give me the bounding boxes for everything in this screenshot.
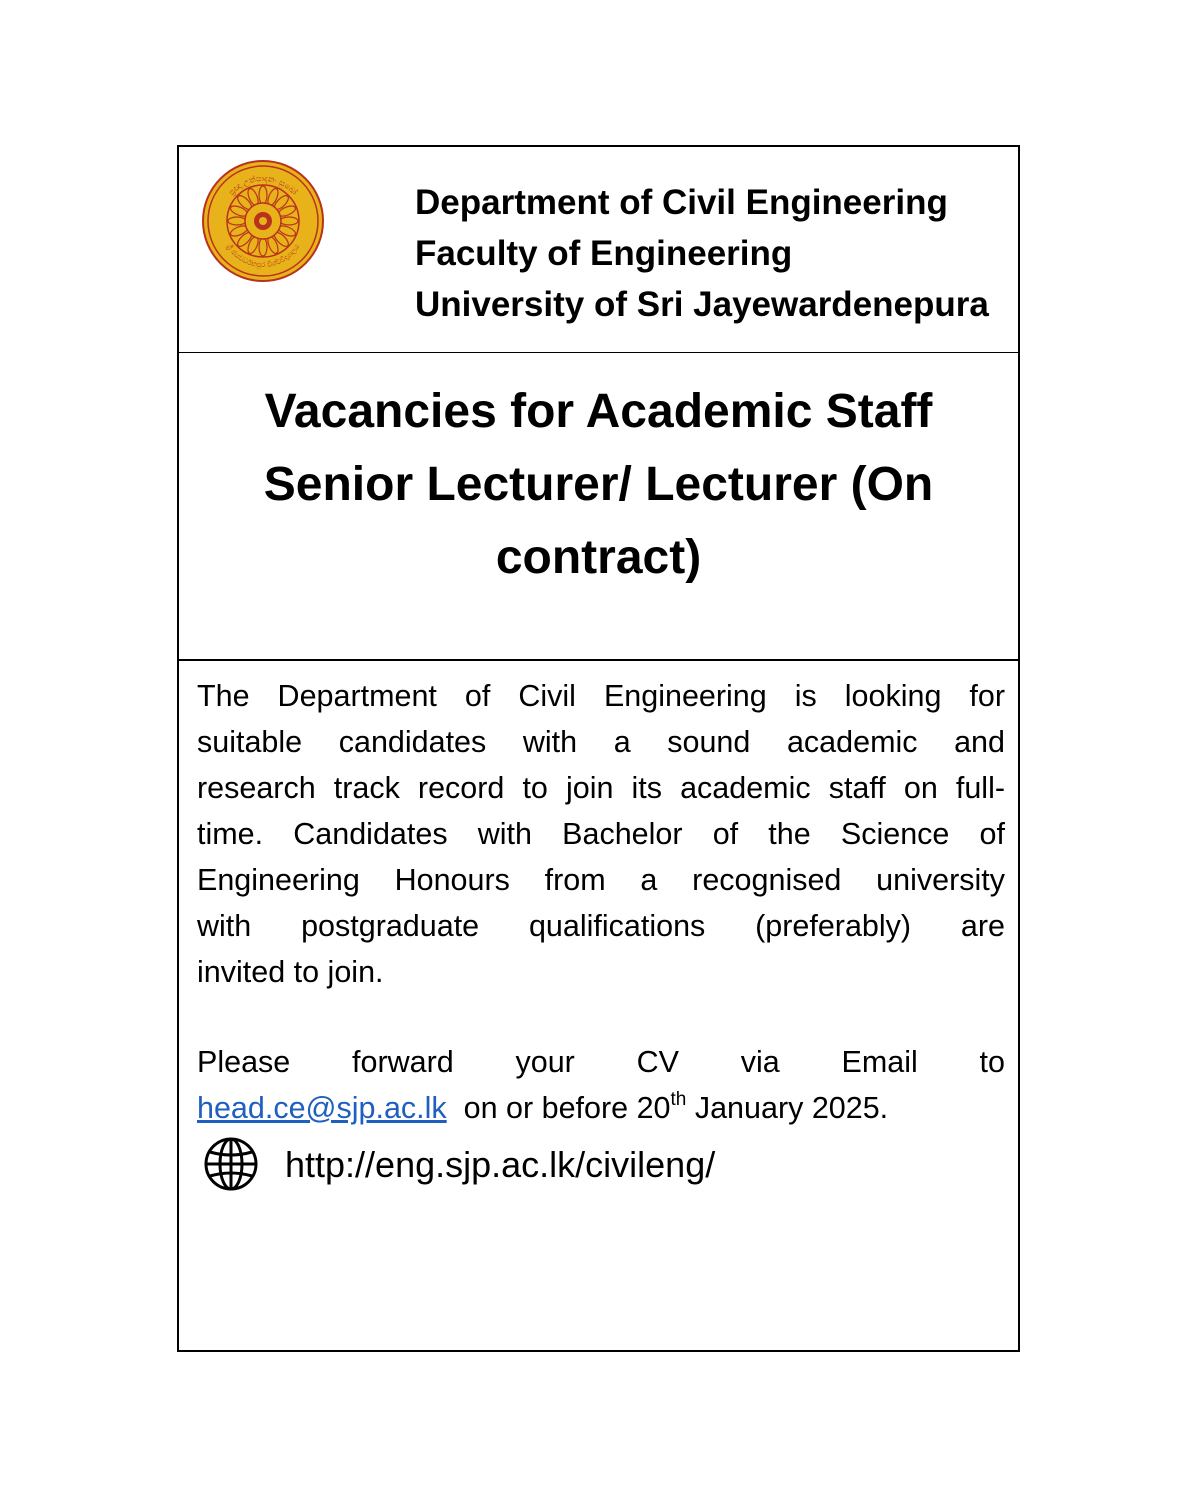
application-instruction: Please forward your CV via Email to <box>197 1045 1005 1079</box>
faculty-name: Faculty of Engineering <box>415 234 793 273</box>
description-line: Engineering Honours from a recognised university <box>197 863 1005 897</box>
description-line: invited to join. <box>197 955 384 989</box>
description-line: time. Candidates with Bachelor of the Science of <box>197 817 1005 851</box>
title-section <box>179 353 1018 661</box>
globe-icon <box>203 1136 259 1192</box>
deadline-line <box>197 1085 1005 1131</box>
seal-text-top: ප්‍රඥා උත්පාදනං සුඛෝ <box>226 173 299 197</box>
description-paragraph <box>197 673 1005 995</box>
website-row <box>203 1136 903 1196</box>
university-name: University of Sri Jayewardenepura <box>415 285 989 324</box>
email-link[interactable]: head.ce@sjp.ac.lk <box>197 1091 447 1125</box>
department-name: Department of Civil Engineering <box>415 183 948 222</box>
university-seal-logo <box>201 159 325 283</box>
header-section <box>179 147 1018 353</box>
application-paragraph <box>197 1039 1005 1131</box>
title-line-3: contract) <box>495 531 702 584</box>
page-title <box>179 375 1018 594</box>
header-text <box>415 177 989 330</box>
description-line: research track record to join its academic staff on full- <box>197 771 1005 805</box>
website-url[interactable]: http://eng.sjp.ac.lk/civileng/ <box>285 1144 716 1185</box>
deadline-month-year: January 2025. <box>686 1091 889 1125</box>
description-line: with postgraduate qualifications (preferably) are <box>197 909 1005 943</box>
deadline-suffix: th <box>670 1088 687 1110</box>
description-line: The Department of Civil Engineering is looking for <box>197 679 1005 713</box>
title-line-2: Senior Lecturer/ Lecturer (On <box>263 458 934 511</box>
notice-frame <box>177 145 1020 1352</box>
title-line-1: Vacancies for Academic Staff <box>264 385 933 438</box>
description-line: suitable candidates with a sound academic and <box>197 725 1005 759</box>
seal-text-bottom: ශ්‍රී ජයවර්ධනපුර විශ්වවිද්‍යාලය <box>224 242 302 270</box>
deadline-text: on or before 20 <box>463 1091 671 1125</box>
